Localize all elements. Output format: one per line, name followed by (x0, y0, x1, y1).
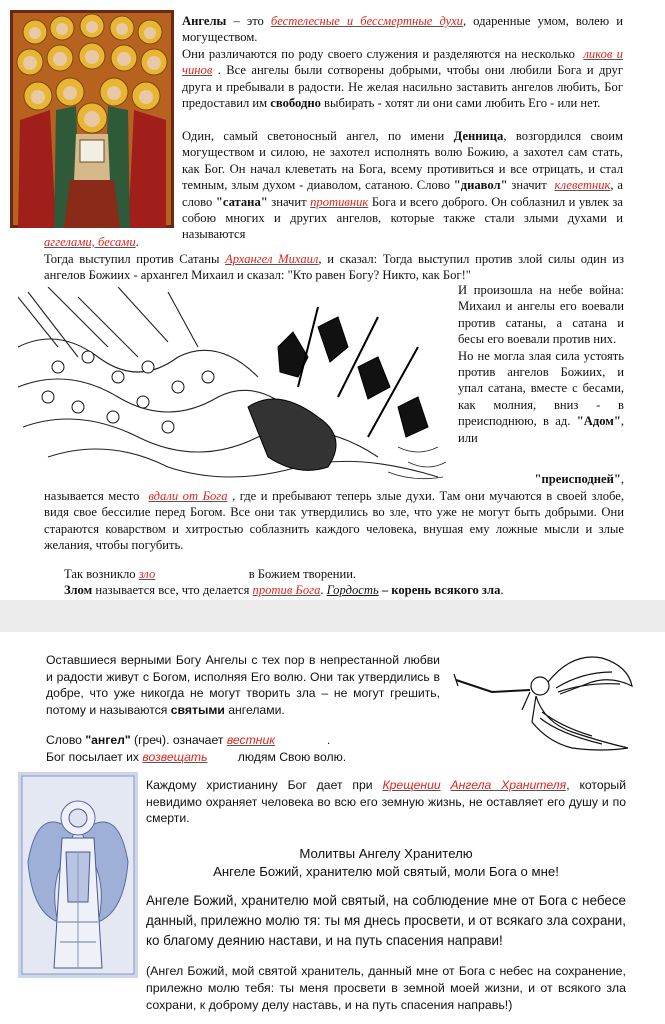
answer-slanderer: клеветник (554, 178, 611, 193)
text: Слово (46, 733, 86, 747)
angel-meaning-line (46, 732, 440, 765)
term-diavol: "диавол" (453, 178, 508, 193)
term-zlom: Злом (64, 583, 93, 597)
text: , который невидимо охраняет человека во всю его земную жизнь, не оставляет его душу и по смерти. (146, 778, 626, 826)
prayer-title: Молитвы Ангелу Хранителю (299, 846, 473, 861)
text: Оставшиеся верными Богу Ангелы с тех пор в непрестанной любви и радости живут с Богом, исполняя Его волю. Они так утвердились в добре, что уже никогда не могут творить зла – не могут грешить, потому и называются (46, 653, 440, 717)
text: И произошла на небе война: Михаил и ангелы его воевали против сатаны, а сатана и бесы его воевали против них. (458, 283, 624, 347)
root-of-evil: – корень всякого зла (378, 583, 501, 597)
answer-demons: аггелами, бесами (44, 235, 136, 249)
text: в Божием творении. (248, 567, 357, 581)
guardian-angel-icon (18, 772, 138, 978)
text: Тогда выступил против Сатаны (44, 252, 226, 266)
text: . (320, 583, 327, 597)
text: – это (226, 14, 271, 28)
text: Бог посылает их (46, 749, 143, 764)
guardian-angel-paragraph (146, 777, 626, 827)
term-freely: свободно (270, 96, 321, 111)
text: . Все ангелы были сотворены добрыми, чтобы они любили Бога и друг друга и пребывали в радости. Не желая насильно заставить ангелов любить, Бог предоставил им (182, 63, 623, 111)
text: , и сказал: Тогда выступил против злой силы один из ангелов Божиих - архангел Михаил и сказал: "Кто равен Богу? Никто, как Бог!" (44, 252, 624, 283)
text: Так возникло (64, 567, 139, 581)
answer-far-from-god: вдали от Бога (148, 489, 228, 503)
term-dennitsa: Денница (453, 129, 504, 143)
answer-evil: зло (138, 567, 156, 581)
term-angel: "ангел" (85, 733, 131, 747)
answer-guardian-angel: Ангела Хранителя (450, 778, 567, 792)
text: значит (267, 194, 311, 209)
text: . (326, 733, 331, 747)
text: , или (458, 414, 624, 445)
angels-definition (182, 13, 623, 111)
text: ангелами. (224, 702, 285, 717)
evil-definition-line (64, 582, 624, 598)
text: , одаренные умом, волею и могуществом. (182, 14, 623, 45)
text: людям Свою волю. (234, 749, 347, 764)
text: значит (507, 178, 551, 193)
answer-baptism: Крещении (382, 778, 441, 792)
page-break (0, 600, 665, 632)
text: (греч). означает (130, 733, 227, 747)
term-holy: святыми (170, 702, 225, 717)
hell-paragraph (44, 488, 624, 554)
term-satana: "сатана" (215, 194, 268, 209)
answer-against-god: против Бога (252, 583, 321, 597)
answer-bodiless-spirits: бестелесные и бессмертные духи (270, 14, 463, 28)
prayer-body: Ангеле Божий, хранителю мой святый, на соблюдение мне от Бога с небесе данный, прилежно молю тя: ты мя днесь просвети, и от всякаго зла сохрани, ко благому деянию настави, и на путь спасения направи! (146, 893, 626, 948)
text: называется все, что делается (92, 583, 253, 597)
text: называется место (44, 489, 144, 503)
lucifer-paragraph (182, 128, 623, 243)
demons-name-line (44, 234, 624, 250)
war-in-heaven (458, 282, 624, 446)
text: . (500, 583, 504, 597)
michael-paragraph (44, 251, 624, 284)
text: , а слово (182, 178, 623, 209)
faithful-angels-paragraph (46, 652, 440, 718)
text: , (620, 472, 624, 486)
answer-ranks: ликов и чинов (182, 46, 623, 78)
term-ad: "Адом" (576, 414, 621, 429)
angelic-battle-engraving (18, 287, 450, 487)
text: Но не могла злая сила устоять против ангелов Божиих, и упал сатана, вместе с бесами, как молния, вниз - в преисподнюю, в ад. (458, 348, 624, 429)
answer-adversary: противник (310, 194, 369, 209)
text: . (135, 235, 139, 249)
text: Каждому христианину Бог дает при (146, 778, 383, 792)
text: выбирать - хотят ли они сами любить Его - или нет. (320, 96, 601, 111)
answer-michael: Архангел Михаил (225, 252, 319, 266)
text: , где и пребывают теперь злые духи. Там они мучаются в своей злобе, видя свое бессилие перед Богом. Все они так утвердились во зле, что уже не могут быть добрыми. Они стараются коварством и хитростью соблазнить каждого человека, внушая ему ложные мысли и злые желания, чтобы погубить. (44, 489, 624, 553)
trumpeting-angel-drawing (452, 652, 636, 754)
answer-announce: возвещать (142, 749, 208, 764)
prayer-short: Ангеле Божий, хранителю мой святый, моли Бога о мне! (213, 864, 559, 879)
prayer-heading (146, 845, 626, 881)
term-pride: Гордость (326, 583, 379, 597)
angels-icon (10, 10, 174, 228)
text: Бога и всего доброго. Он соблазнил и увлек за собою многих и других ангелов, которые также стали злыми духами и называются (182, 194, 623, 242)
term-preispodnyaya-line (458, 471, 624, 487)
term-preispodnyaya: "преисподней" (534, 472, 621, 486)
text: Один, самый светоносный ангел, по имени (182, 129, 454, 143)
text: , возгордился своим могуществом и силою, не захотел исполнять волю Божию, а захотел сам стать, как Бог. Он начал клеветать на Бога, всему противиться и все отрицать, и стал темным, злым духом - диаволом, сатаною. Слово (182, 129, 623, 193)
evil-arose-line (64, 566, 624, 582)
term-angels: Ангелы (182, 14, 227, 28)
answer-messenger: вестник (226, 733, 276, 747)
text: Они различаются по роду своего служения и разделяются на несколько (182, 46, 580, 61)
prayer-translation: (Ангел Божий, мой святой хранитель, данный мне от Бога с небес на сохранение, прилежно молю тебя: ты меня просвети в земной моей жизни, и от всякого зла сохрани, к доброму делу наставь, и на путь спасения направь!) (146, 964, 626, 1012)
